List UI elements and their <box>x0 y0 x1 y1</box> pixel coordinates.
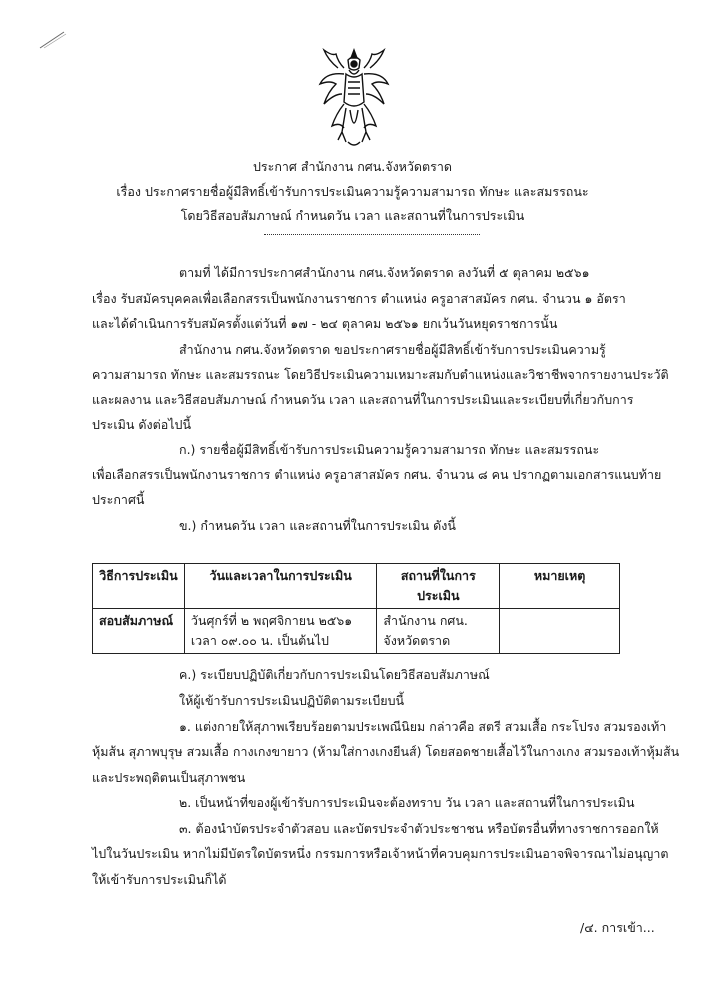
header-place: สถานที่ในการประเมิน <box>377 564 500 609</box>
header-note: หมายเหตุ <box>500 564 620 609</box>
rule1-line2: หุ้มส้น สุภาพบุรุษ สวมเสื้อ กางเกงขายาว (ห้ามใส่กางเกงยีนส์) โดยสอดชายเสื้อไว้ในกางเกง สวมรองเท้าหุ้มส้น <box>92 744 680 759</box>
subject-line-2: โดยวิธีสอบสัมภาษณ์ กำหนดวัน เวลา และสถานที่ในการประเมิน <box>180 208 525 223</box>
cell-note <box>500 609 620 654</box>
subject-line-1: เรื่อง ประกาศรายชื่อผู้มีสิทธิ์เข้ารับการประเมินความรู้ความสามารถ ทักษะ และสมรรถนะ <box>116 184 589 199</box>
intro-p2-line1: สำนักงาน กศน.จังหวัดตราด ขอประกาศรายชื่อผู้มีสิทธิ์เข้ารับการประเมินความรู้ <box>179 342 606 357</box>
intro-p1-line2: เรื่อง รับสมัครบุคคลเพื่อเลือกสรรเป็นพนักงานราชการ ตำแหน่ง ครูอาสาสมัคร กศน. จำนวน ๑ อัตรา <box>92 291 626 306</box>
schedule-header-row <box>93 564 620 609</box>
header-method: วิธีการประเมิน <box>93 564 185 609</box>
dotted-separator <box>264 234 480 235</box>
section-c-line1: ค.) ระเบียบปฏิบัติเกี่ยวกับการประเมินโดยวิธีสอบสัมภาษณ์ <box>179 667 490 682</box>
intro-p1-line1: ตามที่ ได้มีการประกาศสำนักงาน กศน.จังหวัดตราด ลงวันที่ ๕ ตุลาคม ๒๕๖๑ <box>179 265 590 280</box>
section-a-line2: เพื่อเลือกสรรเป็นพนักงานราชการ ตำแหน่ง ครูอาสาสมัคร กศน. จำนวน ๘ คน ปรากฏตามเอกสารแนบท้าย <box>92 467 662 482</box>
intro-p1-line3: และได้ดำเนินการรับสมัครตั้งแต่วันที่ ๑๗ - ๒๔ ตุลาคม ๒๕๖๑ ยกเว้นวันหยุดราชการนั้น <box>92 316 558 331</box>
rule3-line3: ให้เข้ารับการประเมินก็ได้ <box>92 872 227 887</box>
schedule-table <box>92 563 620 654</box>
section-a-line3: ประกาศนี้ <box>92 492 145 507</box>
intro-p2-line2: ความสามารถ ทักษะ และสมรรถนะ โดยวิธีประเมินความเหมาะสมกับตำแหน่งและวิชาชีพจากรายงานประวัติ <box>92 367 669 382</box>
rule3-line1: ๓. ต้องนำบัตรประจำตัวสอบ และบัตรประจำตัวประชาชน หรือบัตรอื่นที่ทางราชการออกให้ <box>179 821 659 836</box>
table-row <box>93 609 620 654</box>
rule1-line3: และประพฤติตนเป็นสุภาพชน <box>92 770 246 785</box>
announcement-title: ประกาศ สำนักงาน กศน.จังหวัดตราด <box>252 159 453 174</box>
cell-datetime <box>184 609 377 654</box>
continued-marker: /๔. การเข้า... <box>580 920 655 935</box>
rule3-line2: ไปในวันประเมิน หากไม่มีบัตรใดบัตรหนึ่ง กรรมการหรือเจ้าหน้าที่ควบคุมการประเมินอาจพิจารณาไม่อนุญาต <box>92 846 669 861</box>
intro-p2-line3: และผลงาน และวิธีสอบสัมภาษณ์ กำหนดวัน เวลา และสถานที่ในการประเมินและระเบียบที่เกี่ยวกับการ <box>92 392 634 407</box>
header-datetime: วันและเวลาในการประเมิน <box>184 564 377 609</box>
cell-place <box>377 609 500 654</box>
cell-datetime-line1: วันศุกร์ที่ ๒ พฤศจิกายน ๒๕๖๑ <box>190 613 353 628</box>
intro-p2-line4: ประเมิน ดังต่อไปนี้ <box>92 417 192 432</box>
cell-datetime-line2: เวลา ๐๙.๐๐ น. เป็นต้นไป <box>190 633 329 648</box>
garuda-emblem-icon <box>318 48 390 150</box>
section-a-line1: ก.) รายชื่อผู้มีสิทธิ์เข้ารับการประเมินความรู้ความสามารถ ทักษะ และสมรรถนะ <box>179 442 600 457</box>
pen-scratch-mark <box>38 30 68 50</box>
cell-method: สอบสัมภาษณ์ <box>93 609 185 654</box>
rule1-line1: ๑. แต่งกายให้สุภาพเรียบร้อยตามประเพณีนิยม กล่าวคือ สตรี สวมเสื้อ กระโปรง สวมรองเท้า <box>179 719 667 734</box>
cell-place-line2: จังหวัดตราด <box>383 633 451 648</box>
rule2-line1: ๒. เป็นหน้าที่ของผู้เข้ารับการประเมินจะต้องทราบ วัน เวลา และสถานที่ในการประเมิน <box>179 795 635 810</box>
section-b-line1: ข.) กำหนดวัน เวลา และสถานที่ในการประเมิน ดังนี้ <box>179 518 456 533</box>
section-c-line2: ให้ผู้เข้ารับการประเมินปฏิบัติตามระเบียบนี้ <box>179 693 405 708</box>
cell-place-line1: สำนักงาน กศน. <box>383 613 468 628</box>
